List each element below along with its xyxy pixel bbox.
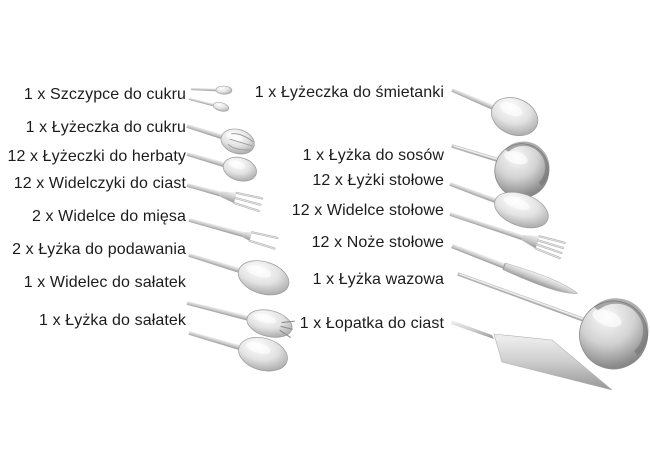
label-table-fork: 12 x Widelce stołowe xyxy=(291,202,444,219)
label-tablespoon: 12 x Łyżki stołowe xyxy=(312,172,444,189)
serving-spoon-image xyxy=(184,240,293,301)
label-soup-ladle: 1 x Łyżka wazowa xyxy=(312,271,444,288)
sugar-spoon-image xyxy=(183,115,257,158)
label-meat-fork: 2 x Widelce do mięsa xyxy=(31,208,186,225)
label-table-knife: 12 x Noże stołowe xyxy=(311,234,444,251)
label-cake-fork: 12 x Widelczyki do ciast xyxy=(13,175,186,192)
label-sugar-spoon: 1 x Łyżeczka do cukru xyxy=(25,119,186,136)
meat-fork-image xyxy=(188,215,278,249)
label-sauce-ladle: 1 x Łyżka do sosów xyxy=(302,147,444,164)
label-salad-fork: 1 x Widelec do sałatek xyxy=(23,274,186,291)
sauce-ladle-image xyxy=(443,123,555,205)
label-sugar-tongs: 1 x Szczypce do cukru xyxy=(23,86,186,103)
sugar-tongs-image xyxy=(187,82,232,113)
table-knife-image xyxy=(450,241,579,299)
label-cake-server: 1 x Łopatka do ciast xyxy=(299,315,444,332)
label-salad-spoon: 1 x Łyżka do sałatek xyxy=(39,312,186,329)
salad-fork-image xyxy=(184,290,296,342)
cake-fork-image xyxy=(185,179,262,211)
label-cream-spoon: 1 x Łyżeczka do śmietanki xyxy=(254,84,444,101)
label-serving-spoon: 2 x Łyżka do podawania xyxy=(12,241,186,258)
cream-spoon-image xyxy=(445,73,544,142)
label-teaspoon: 12 x Łyżeczki do herbaty xyxy=(7,148,186,165)
